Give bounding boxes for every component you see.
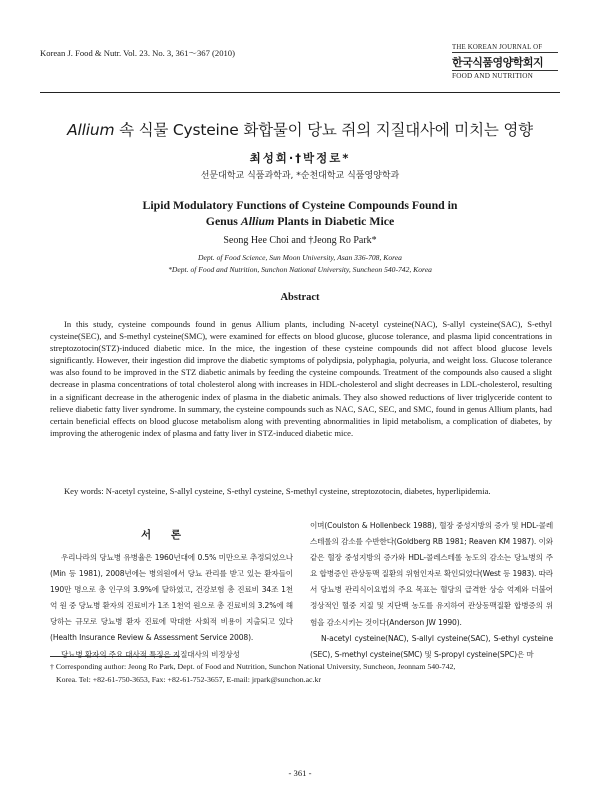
left-paragraph-1: 우리나라의 당뇨병 유병율은 1960년대에 0.5% 미만으로 추정되었으나(Min 등 1981), 2008년에는 병의원에서 당뇨 관리를 받고 있는 환자들이 190만 명으로 총 인구의 3.9%에 달하였고, 건강보험 총 진료비 34조 1천억 원 중 당뇨병 환자의 진료비가 1조 1천억 원으로 총 진료비의 3.2%에 해당하는 규모로 당뇨병 환자 진료에 막대한 사회적 비용이 지출되고 있다(Health Insurance Review & Assessment Service 2008).	[50, 553, 293, 643]
english-affiliation-2: *Dept. of Food and Nutrition, Sunchon National University, Suncheon 540-742, Korea	[168, 265, 432, 274]
english-title	[80, 197, 520, 229]
footnote-rule	[50, 656, 180, 657]
left-paragraph-2: 당뇨병 환자의 주요 대사적 특징은 지질대사의 비정상성	[61, 649, 240, 659]
section-heading-introduction: 서 론	[141, 529, 189, 541]
abstract-body: In this study, cysteine compounds found in genus Allium plants, including N-acetyl cysteine(NAC), S-allyl cysteine(SAC), S-ethyl cysteine(SEC), and S-methyl cysteine(SMC), were examined for effects on blood glucose, glucose tolerance, and plasma lipid concentrations in streptozotocin(STZ)-induced diabetic mice. In the mice, the ingestion of these cysteine compounds did not affect blood glucose levels significantly. However, their ingestion did improve the diabetic symptoms of polydipsia, polyphagia, polyuria, and weight loss. Glucose tolerance was also found to be improved in the STZ diabetic animals by feeding the cysteine compounds. Treatment of the compounds also caused a slight decrease in plasma concentrations of total cholesterol along with increases in HDL-cholesterol and slight decreases in LDL-cholesterol, resulting in a significant decrease in the atherogenic index of plasma in the diabetic animals. They also showed reductions of liver triglyceride content to relieve diabetic fatty liver syndrome. In summary, the cysteine compounds such as NAC, SAC, SEC, and SMC, found in genus Allium plants, had certain beneficial effects on blood glucose metabolism along with preventing abnormalities in lipid metabolism, a complication of diabetes, by improving the atherogenic index of plasma and fatty liver in STZ-induced diabetic mice.	[50, 319, 552, 438]
keywords: Key words: N-acetyl cysteine, S-allyl cysteine, S-ethyl cysteine, S-methyl cysteine, streptozotocin, diabetes, hyperlipidemia.	[64, 486, 491, 496]
journal-logo-korean: 한국식품영양학회지	[452, 56, 544, 69]
left-column	[50, 550, 293, 663]
journal-logo	[452, 44, 558, 80]
english-title-prefix: Genus	[205, 214, 241, 228]
english-title-line-2	[80, 213, 520, 229]
korean-affiliation: 선문대학교 식품과학과, *순천대학교 식품영양학과	[200, 171, 400, 181]
right-paragraph-2: N-acetyl cysteine(NAC), S-allyl cysteine(SAC), S-ethyl cysteine (SEC), S-methyl cysteine(SMC) 및 S-propyl cysteine(SPC)은 마	[310, 633, 553, 659]
journal-citation: Korean J. Food & Nutr. Vol. 23. No. 3, 361～367 (2010)	[40, 48, 235, 58]
header-rule	[40, 92, 560, 93]
english-title-species: Allium	[240, 214, 275, 228]
page-number: - 361 -	[288, 768, 312, 778]
english-authors: Seong Hee Choi and †Jeong Ro Park*	[223, 235, 377, 246]
journal-logo-bottom: FOOD AND NUTRITION	[452, 70, 558, 80]
abstract-heading: Abstract	[280, 292, 320, 303]
right-column	[310, 518, 553, 663]
korean-title-species: Allium	[67, 121, 115, 139]
korean-title-rest: 속 식물 Cysteine 화합물이 당뇨 쥐의 지질대사에 미치는 영향	[114, 121, 533, 139]
korean-authors: 최성희·†박정로*	[249, 151, 351, 165]
english-affiliation-1: Dept. of Food Science, Sun Moon University, Asan 336-708, Korea	[198, 253, 402, 262]
english-title-suffix: Plants in Diabetic Mice	[274, 214, 395, 228]
korean-title	[30, 118, 570, 140]
journal-logo-top: THE KOREAN JOURNAL OF	[452, 44, 558, 53]
right-paragraph-1: 이며(Coulston & Hollenbeck 1988), 혈장 중성지방의 증가 및 HDL-콜레스테롤의 감소를 수반한다(Goldberg RB 1981; Reaven KM 1987). 이와 같은 혈장 중성지방의 증가와 HDL-콜레스테롤 농도의 감소는 당뇨병의 주요 합병증인 관상동맥 질환의 위험인자로 확인되었다(West 등 1983). 따라서 당뇨병 관리식이요법의 주요 목표는 혈당의 급격한 상승 억제와 더불어 정상적인 혈중 지질 및 지단백 농도를 유지하여 관상동맥질환 합병증의 위험을 감소시키는 것이다(Anderson JW 1990).	[310, 521, 553, 627]
footnote-line-2: Korea. Tel: +82-61-750-3653, Fax: +82-61-752-3657, E-mail: jrpark@sunchon.ac.kr	[56, 675, 321, 684]
english-title-line-1: Lipid Modulatory Functions of Cysteine Compounds Found in	[142, 198, 458, 212]
footnote-line-1: † Corresponding author: Jeong Ro Park, Dept. of Food and Nutrition, Sunchon National University, Suncheon, Jeonnam 540-742,	[50, 662, 456, 671]
corresponding-author-footnote	[50, 660, 554, 686]
